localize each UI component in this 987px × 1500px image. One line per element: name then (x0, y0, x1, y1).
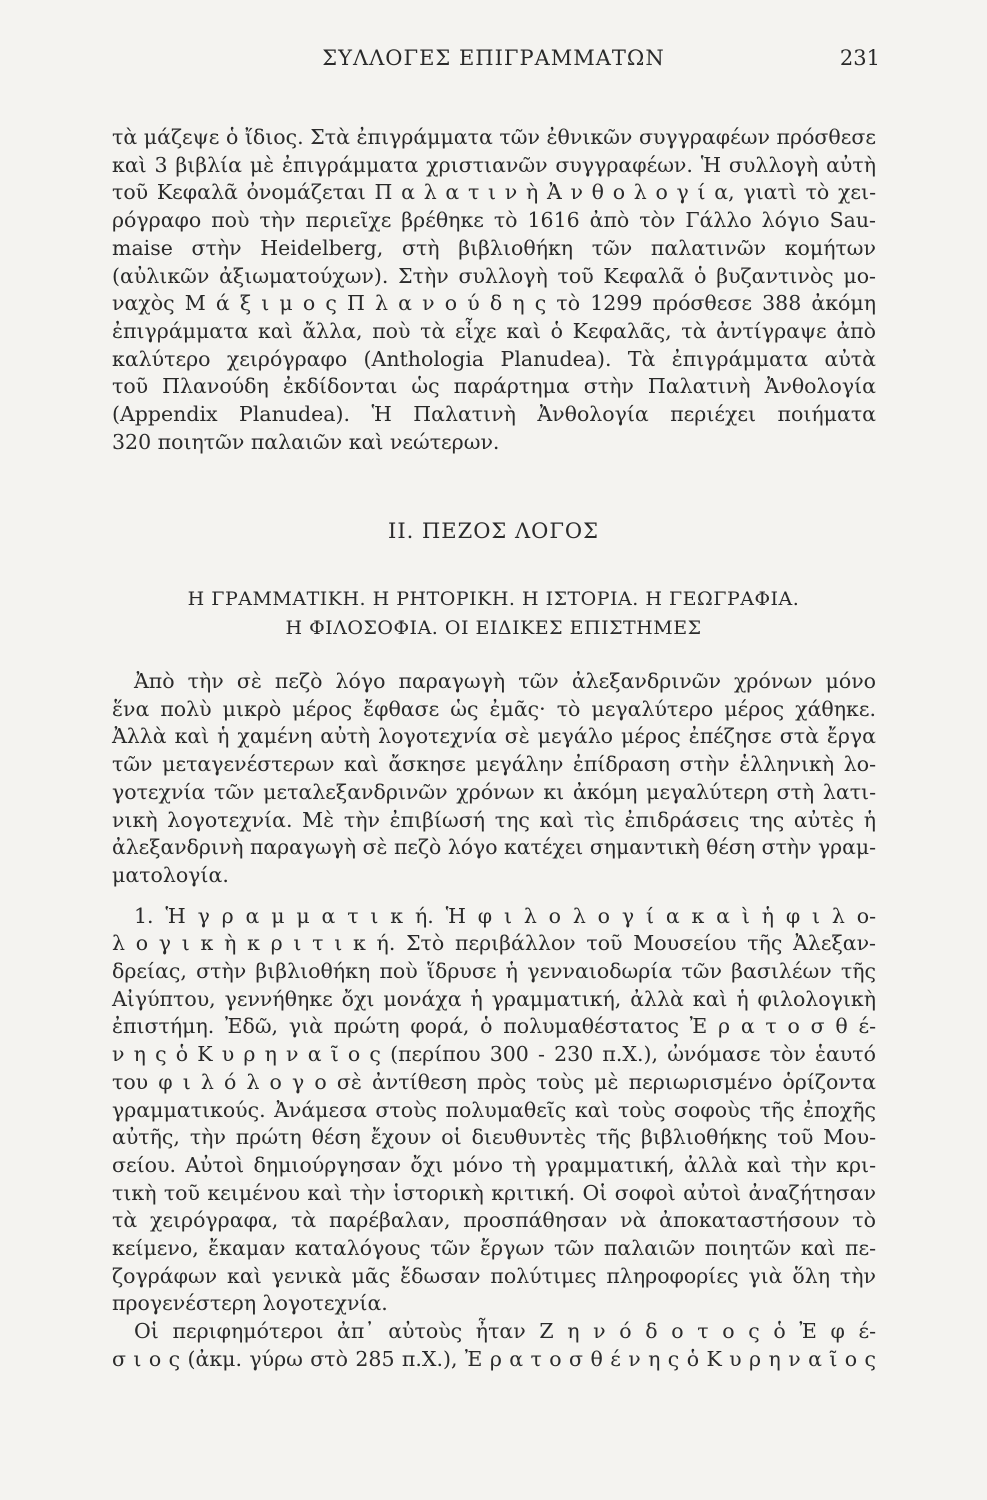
text-line: λ ο γ ι κ ὴ κ ρ ι τ ι κ ή. Στὸ περιβάλλον τοῦ Μουσείου τῆς Ἀλεξαν- (112, 931, 876, 956)
section-subheading: Η ΦΙΛΟΣΟΦΙΑ. ΟΙ ΕΙΔΙΚΕΣ ΕΠΙΣΤΗΜΕΣ (285, 617, 702, 639)
text-line: (αὐλικῶν ἀξιωματούχων). Στὴν συλλογὴ τοῦ Κεφαλᾶ ὁ βυζαντινὸς μο- (112, 263, 876, 288)
text-line: ἐπιστήμη. Ἐδῶ, γιὰ πρώτη φορά, ὁ πολυμαθέστατος Ἐ ρ α τ ο σ θ έ- (112, 1014, 876, 1039)
text-line: ἀλεξανδρινὴ παραγωγὴ σὲ πεζὸ λόγο κατέχει σημαντικὴ θέση στὴν γραμ- (112, 835, 876, 860)
text-line: τοῦ Κεφαλᾶ ὀνομάζεται Π α λ α τ ι ν ὴ Ἀ ν θ ο λ ο γ ί α, γιατὶ τὸ χει- (112, 180, 876, 205)
text-line: ματολογία. (112, 862, 229, 887)
text-line: Αἰγύπτου, γεννήθηκε ὄχι μονάχα ἡ γραμματική, ἀλλὰ καὶ ἡ φιλολογικὴ (112, 986, 876, 1011)
text-line: ρόγραφο ποὺ τὴν περιεῖχε βρέθηκε τὸ 1616 ἀπὸ τὸν Γάλλο λόγιο Sau- (112, 208, 876, 233)
section-title: II. ΠΕΖΟΣ ΛΟΓΟΣ (388, 519, 599, 543)
text-line: ν η ς ὁ Κ υ ρ η ν α ῖ ο ς (περίπου 300 - 230 π.Χ.), ὠνόμασε τὸν ἑαυτό (112, 1042, 876, 1067)
text-line: ναχὸς Μ ά ξ ι μ ο ς Π λ α ν ο ύ δ η ς τὸ 1299 πρόσθεσε 388 ἀκόμη (112, 291, 876, 316)
text-line: Οἱ περιφημότεροι ἀπ᾽ αὐτοὺς ἦταν Ζ η ν ό δ ο τ ο ς ὁ Ἐ φ έ- (134, 1319, 876, 1344)
text-line: Ἀλλὰ καὶ ἡ χαμένη αὐτὴ λογοτεχνία σὲ μεγάλο μέρος ἐπέζησε στὰ ἔργα (112, 724, 876, 749)
text-line: ζογράφων καὶ γενικὰ μᾶς ἔδωσαν πολύτιμες πληροφορίες γιὰ ὅλη τὴν (112, 1263, 876, 1288)
text-line: 320 ποιητῶν παλαιῶν καὶ νεώτερων. (112, 429, 500, 454)
section-subheading: Η ΓΡΑΜΜΑΤΙΚΗ. Η ΡΗΤΟΡΙΚΗ. Η ΙΣΤΟΡΙΑ. Η ΓΕΩΓΡΑΦΙΑ. (187, 588, 800, 610)
text-line: καλύτερο χειρόγραφο (Anthologia Planudea). Τὰ ἐπιγράμματα αὐτὰ (112, 346, 876, 371)
text-line: σ ι ο ς (ἀκμ. γύρω στὸ 285 π.Χ.), Ἐ ρ α τ ο σ θ έ ν η ς ὁ Κ υ ρ η ν α ῖ ο ς (112, 1346, 876, 1371)
text-line: τὰ χειρόγραφα, τὰ παρέβαλαν, προσπάθησαν νὰ ἀποκαταστήσουν τὸ (112, 1208, 876, 1233)
text-line: γραμματικούς. Ἀνάμεσα στοὺς πολυμαθεῖς καὶ τοὺς σοφοὺς τῆς ἐποχῆς (112, 1097, 876, 1122)
text-line: τοῦ Πλανούδη ἐκδίδονται ὡς παράρτημα στὴν Παλατινὴ Ἀνθολογία (112, 374, 876, 399)
page-number: 231 (839, 46, 880, 70)
text-line: τῶν μεταγενέστερων καὶ ἄσκησε μεγάλην ἐπίδραση στὴν ἑλληνικὴ λο- (112, 752, 876, 777)
text-line: του φ ι λ ό λ ο γ ο σὲ ἀντίθεση πρὸς τοὺς μὲ περιωρισμένο ὁρίζοντα (112, 1069, 876, 1094)
text-line: κείμενο, ἔκαμαν καταλόγους τῶν ἔργων τῶν παλαιῶν ποιητῶν καὶ πε- (112, 1236, 876, 1261)
text-line: γοτεχνία τῶν μεταλεξανδρινῶν χρόνων κι ἀκόμη μεγαλύτερη στὴ λατι- (112, 779, 876, 804)
text-line: αὐτῆς, τὴν πρώτη θέση ἔχουν οἱ διευθυντὲς τῆς βιβλιοθήκης τοῦ Μου- (112, 1125, 876, 1150)
text-line: Ἀπὸ τὴν σὲ πεζὸ λόγο παραγωγὴ τῶν ἀλεξανδρινῶν χρόνων μόνο (134, 669, 876, 693)
text-line: (Appendix Planudea). Ἡ Παλατινὴ Ἀνθολογία περιέχει ποιήματα (112, 402, 876, 427)
text-line: προγενέστερη λογοτεχνία. (112, 1291, 388, 1316)
text-line: καὶ 3 βιβλία μὲ ἐπιγράμματα χριστιανῶν συγγραφέων. Ἡ συλλογὴ αὐτὴ (112, 152, 876, 177)
text-line: maise στὴν Heidelberg, στὴ βιβλιοθήκη τῶν παλατινῶν κομήτων (112, 235, 876, 260)
text-line: νικὴ λογοτεχνία. Μὲ τὴν ἐπιβίωσή της καὶ τὶς ἐπιδράσεις της αὐτὲς ἡ (112, 807, 876, 832)
text-line: σείου. Αὐτοὶ δημιούργησαν ὄχι μόνο τὴ γραμματική, ἀλλὰ καὶ τὴν κρι- (112, 1152, 876, 1177)
text-line: δρείας, στὴν βιβλιοθήκη ποὺ ἵδρυσε ἡ γενναιοδωρία τῶν βασιλέων τῆς (112, 959, 876, 984)
text-line: τὰ μάζεψε ὁ ἴδιος. Στὰ ἐπιγράμματα τῶν ἐθνικῶν συγγραφέων πρόσθεσε (112, 125, 876, 149)
body-text (112, 668, 876, 1374)
text-line: τικὴ τοῦ κειμένου καὶ τὴν ἱστορικὴ κριτική. Οἱ σοφοὶ αὐτοὶ ἀναζήτησαν (112, 1180, 876, 1205)
running-head (0, 44, 987, 74)
text-line: ἕνα πολὺ μικρὸ μέρος ἔφθασε ὡς ἐμᾶς· τὸ μεγαλύτερο μέρος χάθηκε. (112, 696, 876, 721)
intro-paragraph (112, 124, 876, 456)
running-title: ΣΥΛΛΟΓΕΣ ΕΠΙΓΡΑΜΜΑΤΩΝ (322, 46, 665, 70)
text-line: 1. Ἡ γ ρ α μ μ α τ ι κ ή. Ἡ φ ι λ ο λ ο γ ί α κ α ὶ ἡ φ ι λ ο- (134, 903, 876, 928)
text-line: ἐπιγράμματα καὶ ἄλλα, ποὺ τὰ εἶχε καὶ ὁ Κεφαλᾶς, τὰ ἀντίγραψε ἀπὸ (112, 318, 876, 343)
